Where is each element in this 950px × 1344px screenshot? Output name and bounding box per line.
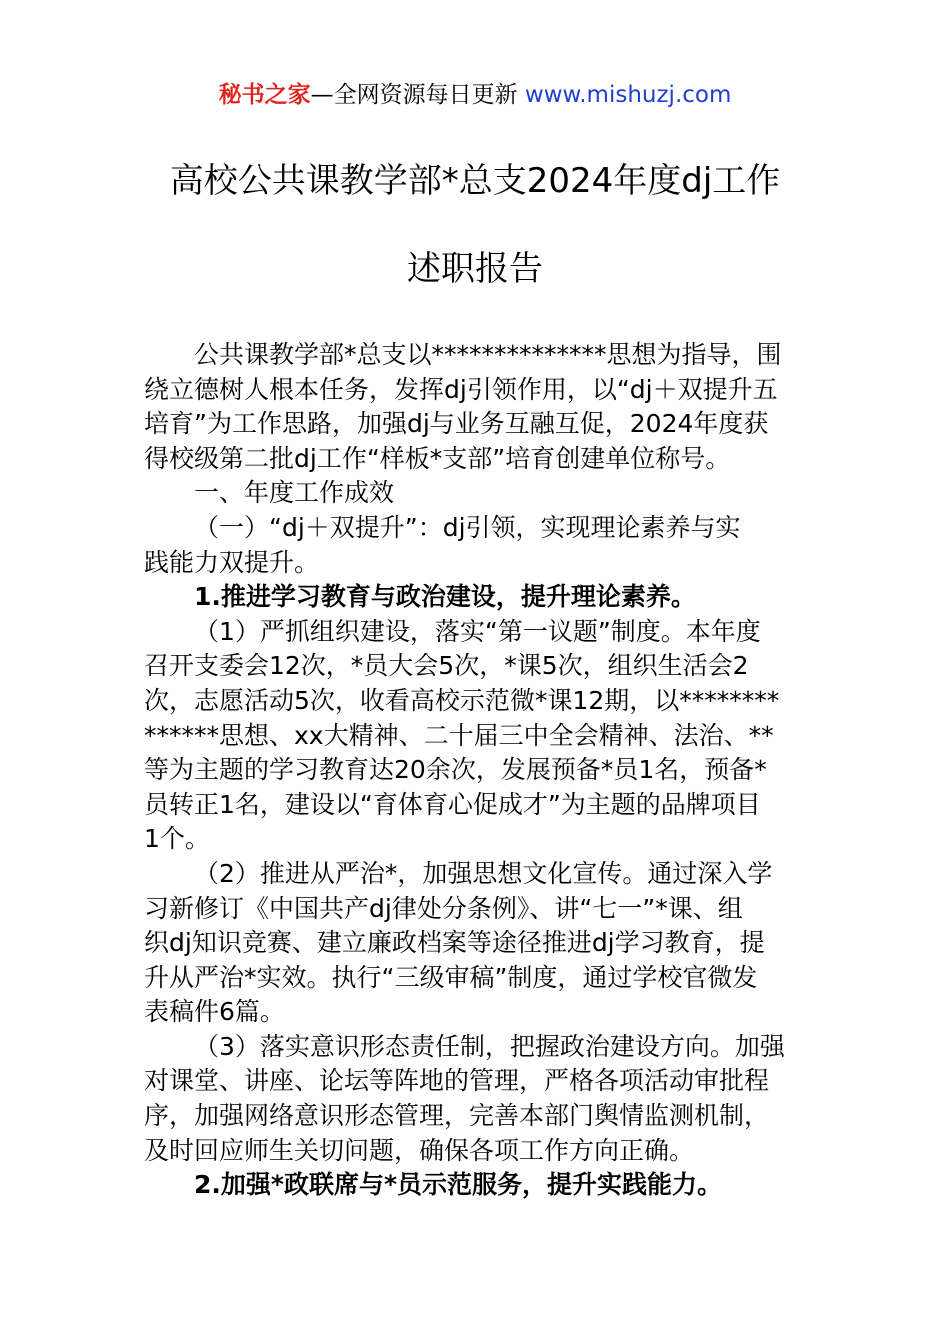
paragraph-line: 及时回应师生关切问题，确保各项工作方向正确。	[144, 1135, 695, 1165]
paragraph-line: 员转正1名，建设以“育体育心促成才”为主题的品牌项目	[144, 789, 761, 819]
bold-point-heading: 1.推进学习教育与政治建设，提升理论素养。	[194, 582, 696, 612]
paragraph-line: ******思想、xx大精神、二十届三中全会精神、法治、**	[144, 720, 774, 750]
site-url-link[interactable]: www.mishuzj.com	[524, 82, 732, 108]
paragraph-line: 织dj知识竞赛、建立廉政档案等途径推进dj学习教育，提	[144, 928, 765, 958]
paragraph-line: 公共课教学部*总支以**************思想为指导，围	[194, 340, 782, 369]
paragraph-line: 等为主题的学习教育达20余次，发展预备*员1名，预备*	[144, 755, 767, 785]
paragraph-line: 对课堂、讲座、论坛等阵地的管理，严格各项活动审批程	[144, 1066, 770, 1096]
paragraph-line: 得校级第二批dj工作“样板*支部”培育创建单位称号。	[144, 443, 731, 473]
paragraph-line: 升从严治*实效。执行“三级审稿”制度，通过学校官微发	[144, 962, 758, 992]
paragraph-line: （2）推进从严治*，加强思想文化宣传。通过深入学	[194, 858, 773, 888]
paragraph-line: 序，加强网络意识形态管理，完善本部门舆情监测机制，	[144, 1101, 770, 1131]
paragraph-line: 培育”为工作思路，加强dj与业务互融互促，2024年度获	[144, 409, 769, 439]
site-brand: 秘书之家	[218, 82, 311, 108]
site-header	[0, 78, 950, 112]
paragraph-line: 召开支委会12次，*员大会5次，*课5次，组织生活会2	[144, 651, 749, 681]
site-slogan: —全网资源每日更新	[310, 82, 518, 108]
paragraph-line: 习新修订《中国共产dj律处分条例》、讲“七一”*课、组	[144, 893, 743, 923]
paragraph-line: （3）落实意识形态责任制，把握政治建设方向。加强	[194, 1031, 785, 1061]
paragraph-line: 次，志愿活动5次，收看高校示范微*课12期，以********	[144, 685, 780, 715]
subsection-heading: （一）“dj＋双提升”：dj引领，实现理论素养与实	[194, 512, 741, 542]
document-title-line-2: 述职报告	[407, 249, 543, 289]
document-body	[144, 338, 814, 1203]
paragraph-line: 1个。	[144, 824, 210, 854]
paragraph-line: （1）严抓组织建设，落实“第一议题”制度。本年度	[194, 616, 761, 646]
bold-point-heading: 2.加强*政联席与*员示范服务，提升实践能力。	[194, 1170, 723, 1200]
section-heading: 一、年度工作成效	[194, 478, 395, 508]
document-title-line-1: 高校公共课教学部*总支2024年度dj工作	[169, 161, 781, 201]
paragraph-line: 表稿件6篇。	[144, 997, 285, 1027]
paragraph-line: 绕立德树人根本任务，发挥dj引领作用，以“dj＋双提升五	[144, 374, 778, 404]
subsection-heading-cont: 践能力双提升。	[144, 547, 320, 577]
